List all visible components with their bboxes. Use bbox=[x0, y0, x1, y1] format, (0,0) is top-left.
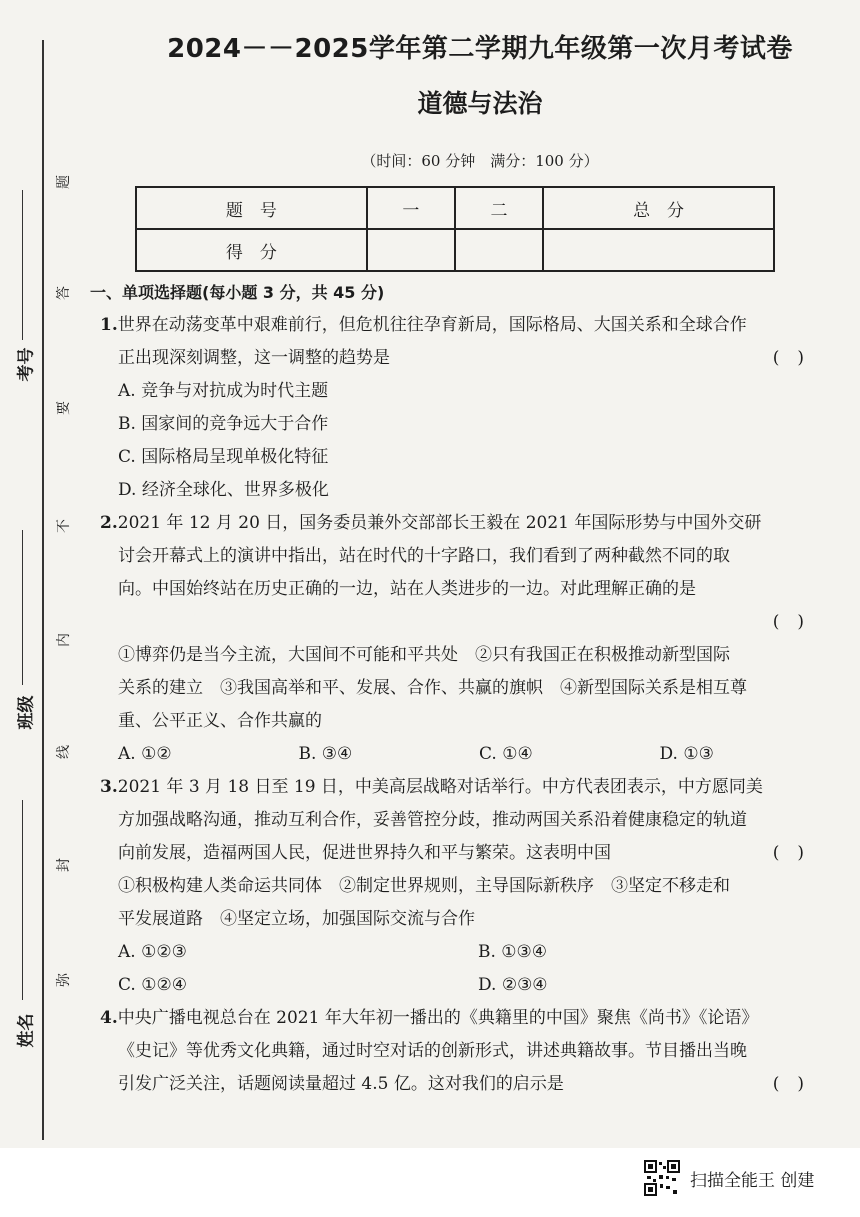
question-text: 向。中国始终站在历史正确的一边，站在人类进步的一边。对此理解正确的是 bbox=[118, 579, 696, 599]
name-label: 姓名 bbox=[16, 1013, 37, 1048]
binding-char: 封 bbox=[56, 858, 72, 872]
score-cell: 得 分 bbox=[136, 229, 367, 271]
exam-number-field[interactable] bbox=[4, 347, 37, 382]
question-number: 3. bbox=[100, 777, 118, 797]
option-d: D. 经济全球化、世界多极化 bbox=[118, 480, 329, 500]
option-b: B. ①③④ bbox=[478, 942, 548, 962]
question-text: 向前发展，造福两国人民，促进世界持久和平与繁荣。这表明中国 bbox=[118, 843, 611, 863]
answer-bracket[interactable]: () bbox=[772, 1074, 822, 1094]
exam-title: 2024－－2025学年第二学期九年级第一次月考试卷 bbox=[167, 34, 793, 64]
exam-number-label: 考号 bbox=[16, 347, 37, 382]
score-cell: 总 分 bbox=[543, 187, 774, 229]
score-input-cell[interactable] bbox=[455, 229, 543, 271]
class-label: 班级 bbox=[16, 695, 37, 730]
exam-content bbox=[90, 276, 840, 1101]
binding-char: 弥 bbox=[56, 973, 72, 987]
question-number: 1. bbox=[100, 315, 118, 335]
question-1 bbox=[100, 309, 840, 507]
name-field[interactable] bbox=[4, 1013, 37, 1048]
binding-char: 题 bbox=[56, 175, 72, 189]
binding-line bbox=[42, 40, 44, 1140]
name-line bbox=[22, 800, 23, 1000]
option-d: D. ①③ bbox=[659, 744, 714, 764]
question-text: 引发广泛关注，话题阅读量超过 4.5 亿。这对我们的启示是 bbox=[118, 1074, 564, 1094]
option-b: B. ③④ bbox=[298, 744, 353, 764]
option-c: C. ①④ bbox=[479, 744, 533, 764]
question-text: 《史记》等优秀文化典籍，通过时空对话的创新形式，讲述典籍故事。节目播出当晚 bbox=[118, 1041, 747, 1061]
binding-margin bbox=[0, 0, 90, 1160]
answer-bracket[interactable]: () bbox=[772, 348, 822, 368]
answer-bracket[interactable]: () bbox=[772, 612, 822, 632]
binding-char: 不 bbox=[56, 519, 72, 533]
option-a: A. 竞争与对抗成为时代主题 bbox=[118, 381, 329, 401]
score-table bbox=[135, 186, 775, 272]
question-text: 2021 年 3 月 18 日至 19 日，中美高层战略对话举行。中方代表团表示，中方愿同美 bbox=[117, 777, 763, 797]
option-c: C. 国际格局呈现单极化特征 bbox=[118, 447, 329, 467]
option-b: B. 国家间的竞争远大于合作 bbox=[118, 414, 329, 434]
statement-text: 关系的建立 ③我国高举和平、发展、合作、共赢的旗帜 ④新型国际关系是相互尊 bbox=[118, 678, 747, 698]
exam-number-line bbox=[22, 190, 23, 340]
question-number: 2. bbox=[100, 513, 118, 533]
qr-code-icon bbox=[644, 1160, 680, 1196]
score-table-score-row bbox=[136, 229, 774, 271]
score-cell: 一 bbox=[367, 187, 455, 229]
question-number: 4. bbox=[100, 1008, 118, 1028]
option-c: C. ①②④ bbox=[118, 975, 187, 995]
question-text: 世界在动荡变革中艰难前行，但危机往往孕育新局，国际格局、大国关系和全球合作 bbox=[117, 315, 747, 335]
binding-char: 内 bbox=[56, 633, 72, 647]
binding-char: 答 bbox=[56, 286, 72, 300]
option-d: D. ②③④ bbox=[478, 975, 548, 995]
question-text: 2021 年 12 月 20 日，国务委员兼外交部部长王毅在 2021 年国际形势与中国外交研 bbox=[117, 513, 762, 533]
section-heading: 一、单项选择题(每小题 3 分，共 45 分) bbox=[90, 283, 385, 302]
scanner-brand: 扫描全能王 创建 bbox=[690, 1171, 815, 1191]
binding-char: 要 bbox=[56, 401, 72, 415]
score-cell: 题 号 bbox=[136, 187, 367, 229]
subject-title: 道德与法治 bbox=[417, 89, 543, 118]
statement-text: ①积极构建人类命运共同体 ②制定世界规则，主导国际新秩序 ③坚定不移走和 bbox=[118, 876, 730, 896]
question-2 bbox=[100, 507, 840, 771]
option-a: A. ①②③ bbox=[118, 942, 187, 962]
score-input-cell[interactable] bbox=[543, 229, 774, 271]
question-3 bbox=[100, 771, 840, 1002]
statement-text: ①博弈仍是当今主流，大国间不可能和平共处 ②只有我国正在积极推动新型国际 bbox=[118, 645, 730, 665]
score-cell: 二 bbox=[455, 187, 543, 229]
score-table-header-row bbox=[136, 187, 774, 229]
statement-text: 平发展道路 ④坚定立场，加强国际交流与合作 bbox=[118, 909, 475, 929]
binding-char: 线 bbox=[56, 745, 72, 759]
option-a: A. ①② bbox=[118, 744, 172, 764]
statement-text: 重、公平正义、合作共赢的 bbox=[118, 711, 322, 731]
class-field[interactable] bbox=[4, 695, 37, 730]
question-text: 中央广播电视总台在 2021 年大年初一播出的《典籍里的中国》聚焦《尚书》《论语》 bbox=[117, 1008, 759, 1028]
score-input-cell[interactable] bbox=[367, 229, 455, 271]
question-4 bbox=[100, 1002, 840, 1101]
question-text: 正出现深刻调整，这一调整的趋势是 bbox=[118, 348, 390, 368]
answer-bracket[interactable]: () bbox=[772, 843, 822, 863]
class-line bbox=[22, 530, 23, 685]
question-text: 讨会开幕式上的演讲中指出，站在时代的十字路口，我们看到了两种截然不同的取 bbox=[118, 546, 730, 566]
question-text: 方加强战略沟通，推动互利合作，妥善管控分歧，推动两国关系沿着健康稳定的轨道 bbox=[118, 810, 747, 830]
time-info: （时间：60 分钟 满分：100 分） bbox=[361, 152, 599, 170]
